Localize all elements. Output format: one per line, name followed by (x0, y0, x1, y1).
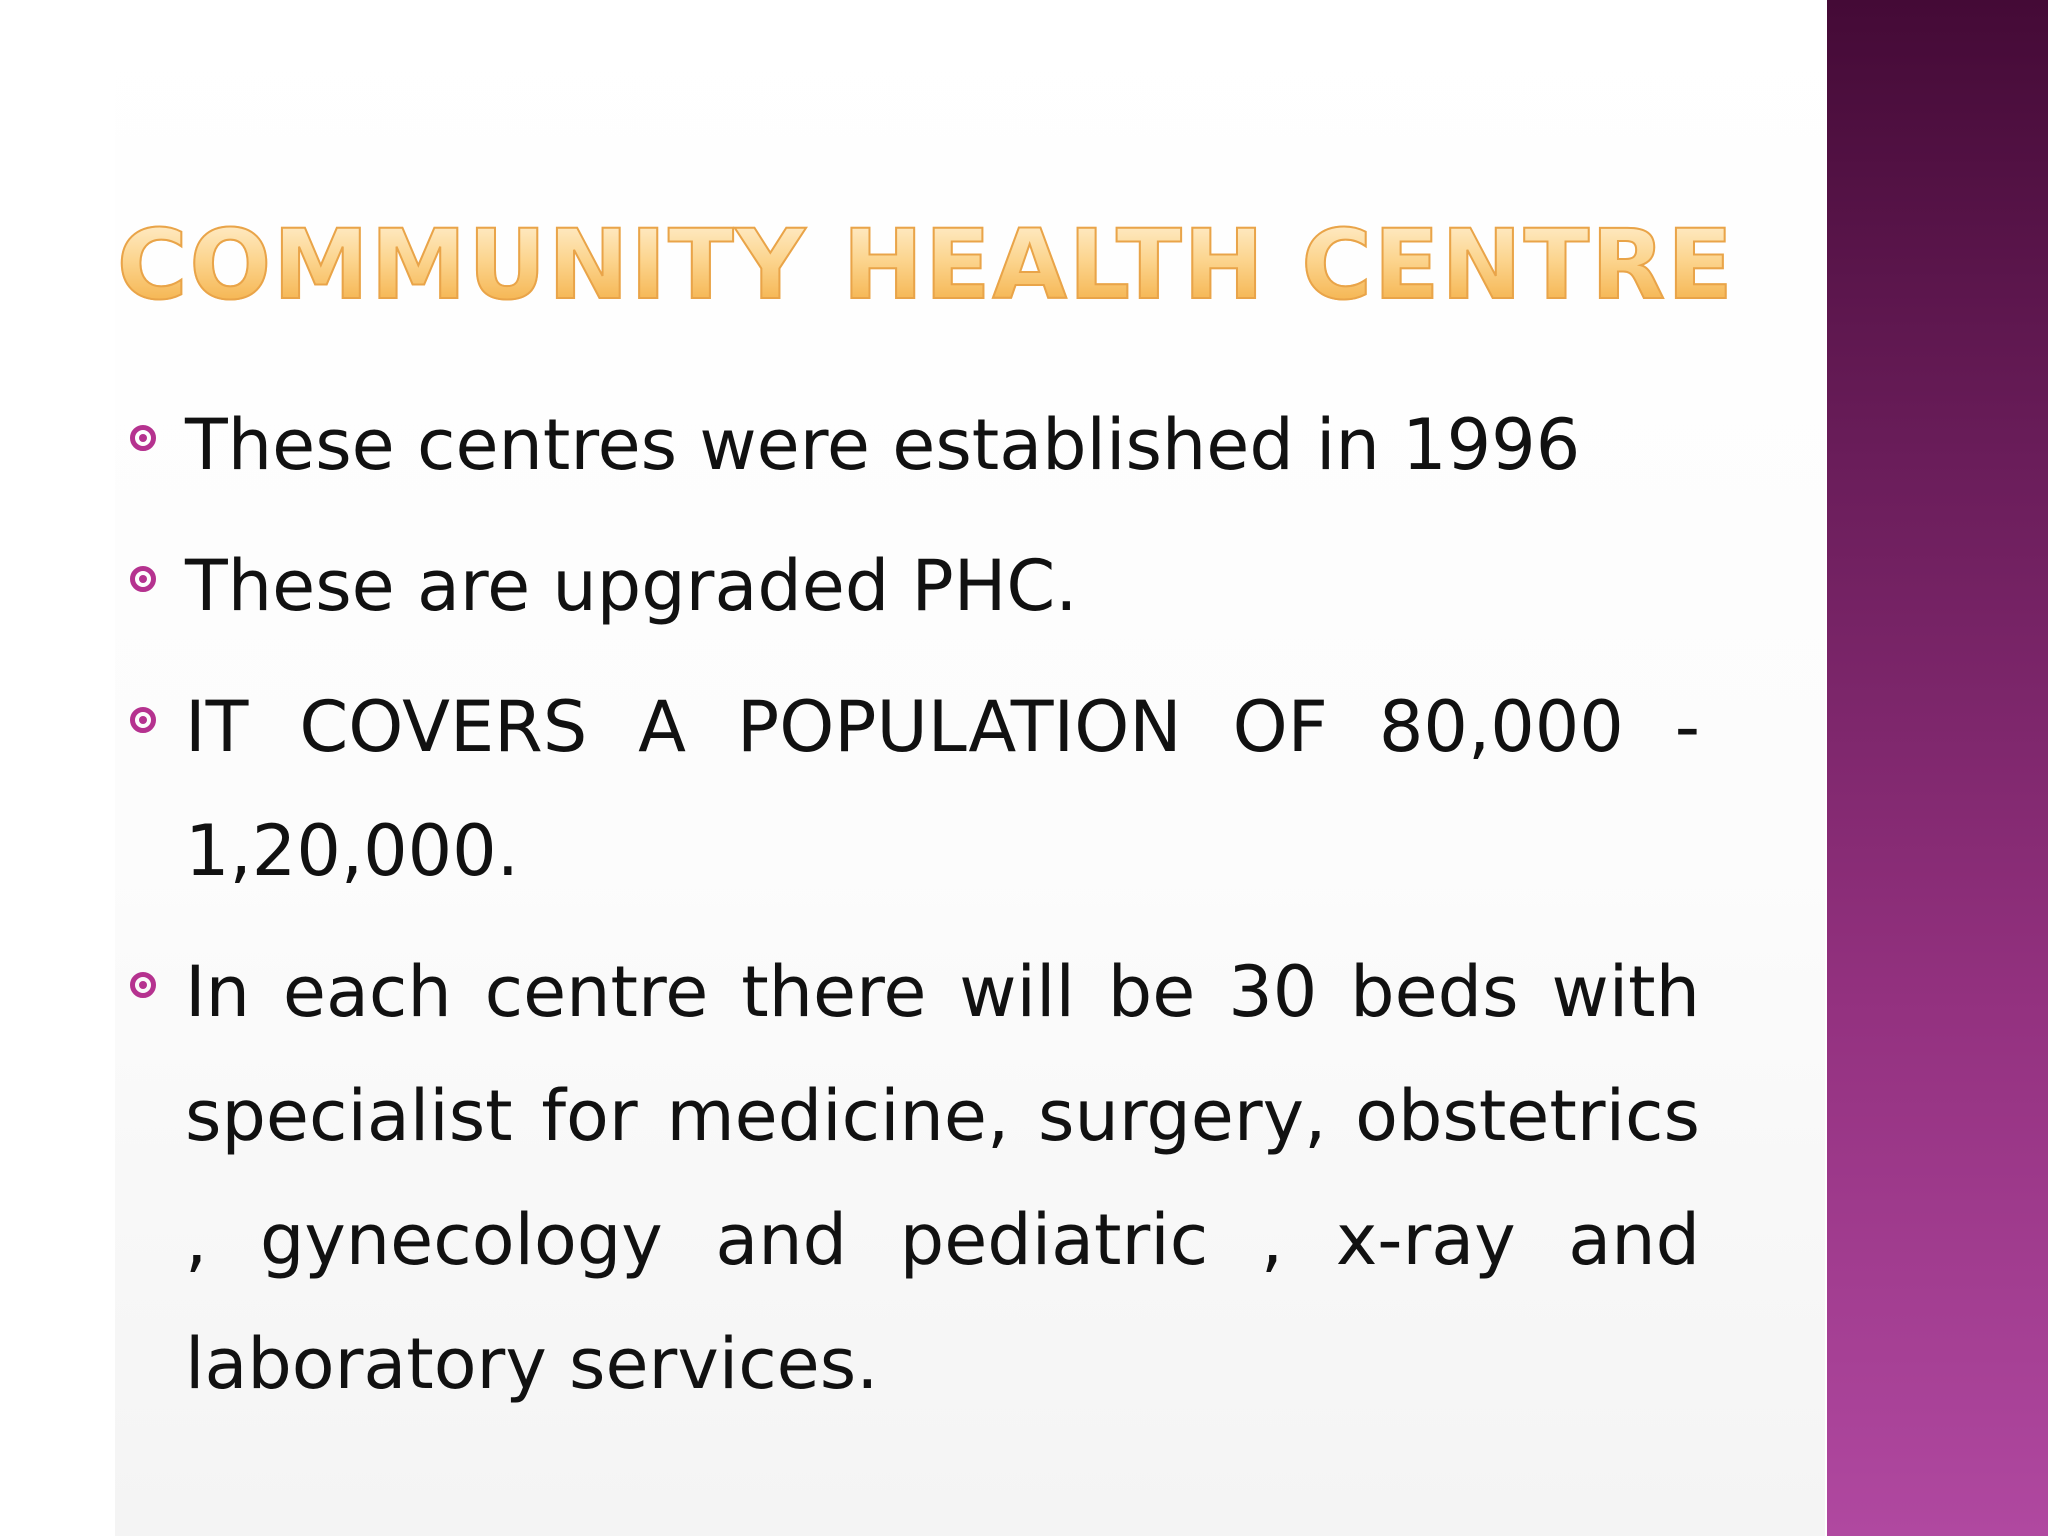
bullet-text: IT COVERS A POPULATION OF 80,000 - 1,20,000. (185, 686, 1700, 892)
circled-dot-icon (130, 972, 156, 998)
decorative-side-bar (1827, 0, 2048, 1536)
bullet-item-beds-services (130, 930, 1700, 1426)
circled-dot-icon (130, 566, 156, 592)
bullet-text: These are upgraded PHC. (185, 545, 1078, 627)
bullet-text: In each centre there will be 30 beds with specialist for medicine, surgery, obstetrics , gynecology and pediatric , x-ray and laboratory services. (185, 951, 1700, 1405)
bullet-list (130, 383, 1700, 1443)
circled-dot-icon (130, 707, 156, 733)
bullet-item-population (130, 665, 1700, 913)
bullet-text: These centres were established in 1996 (185, 404, 1581, 486)
bullet-item-established (130, 383, 1700, 507)
slide-title: COMMUNITY HEALTH CENTRE (117, 209, 1735, 321)
bullet-item-upgraded-phc (130, 524, 1700, 648)
circled-dot-icon (130, 425, 156, 451)
